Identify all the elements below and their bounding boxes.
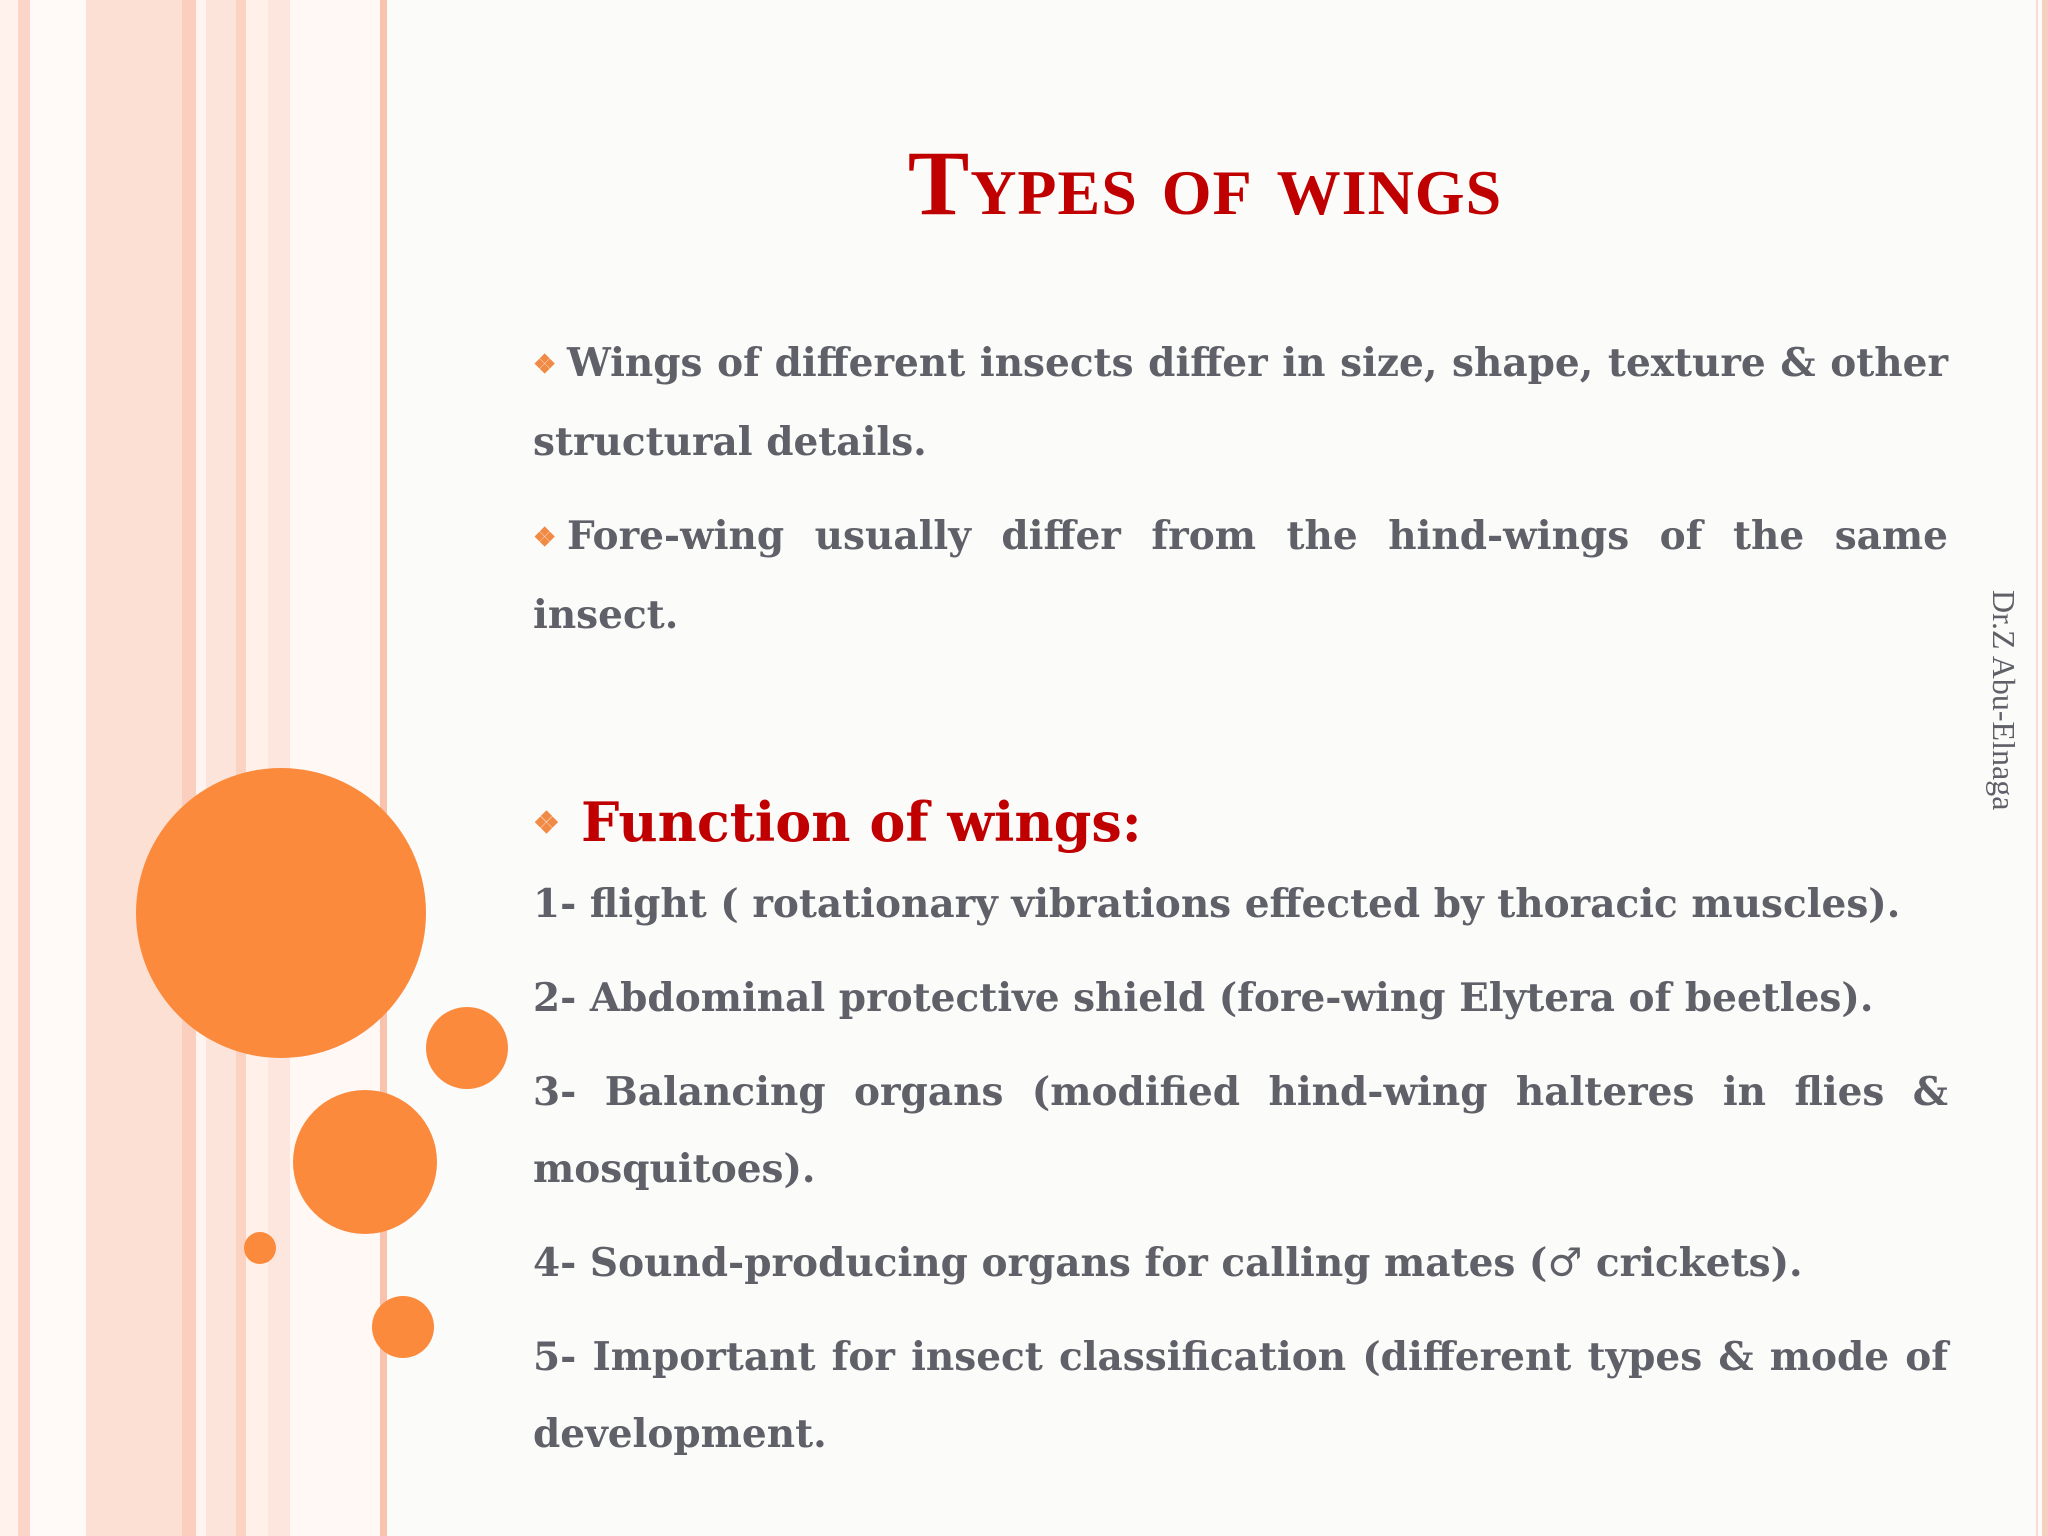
- decorative-circle: [426, 1007, 508, 1089]
- author-credit: Dr.Z Abu-Elnaga: [1986, 590, 2022, 811]
- bullet-paragraph: [533, 498, 1948, 654]
- diamond-bullet-icon: ❖: [533, 350, 557, 380]
- decorative-circle: [293, 1090, 437, 1234]
- function-heading-text: Function of wings:: [581, 790, 1142, 854]
- function-item: 5- Important for insect classification (different types & mode of development.: [533, 1334, 1948, 1457]
- slide-content: [533, 325, 1948, 1490]
- decorative-circle: [372, 1296, 434, 1358]
- decorative-circle-small: [244, 1232, 276, 1264]
- stripe: [18, 0, 30, 1536]
- right-edge-border: [2042, 0, 2048, 1536]
- stripe: [206, 0, 236, 1536]
- bullet-text: Fore-wing usually differ from the hind-wings of the same insect.: [533, 513, 1948, 638]
- slide-title: Types of wings: [907, 132, 1503, 234]
- stripe: [182, 0, 196, 1536]
- stripe: [0, 0, 18, 1536]
- diamond-bullet-icon: ❖: [533, 806, 560, 841]
- stripe: [236, 0, 246, 1536]
- function-item: 3- Balancing organs (modified hind-wing halteres in flies & mosquitoes).: [533, 1069, 1948, 1192]
- function-item: 4- Sound-producing organs for calling mates (♂ crickets).: [533, 1240, 1803, 1286]
- diamond-bullet-icon: ❖: [533, 523, 557, 553]
- function-item: 2- Abdominal protective shield (fore-wing Elytera of beetles).: [533, 975, 1874, 1021]
- function-item: 1- flight ( rotationary vibrations effected by thoracic muscles).: [533, 881, 1901, 927]
- bullet-text: Wings of different insects differ in size, shape, texture & other structural details.: [533, 340, 1948, 465]
- function-heading: [533, 782, 1948, 864]
- decorative-stripes: [0, 0, 400, 1536]
- stripe: [86, 0, 182, 1536]
- right-edge-line: [2036, 0, 2038, 1536]
- decorative-circle-large: [136, 768, 426, 1058]
- stripe: [290, 0, 380, 1536]
- stripe: [196, 0, 206, 1536]
- bullet-paragraph: [533, 325, 1948, 481]
- stripe: [30, 0, 86, 1536]
